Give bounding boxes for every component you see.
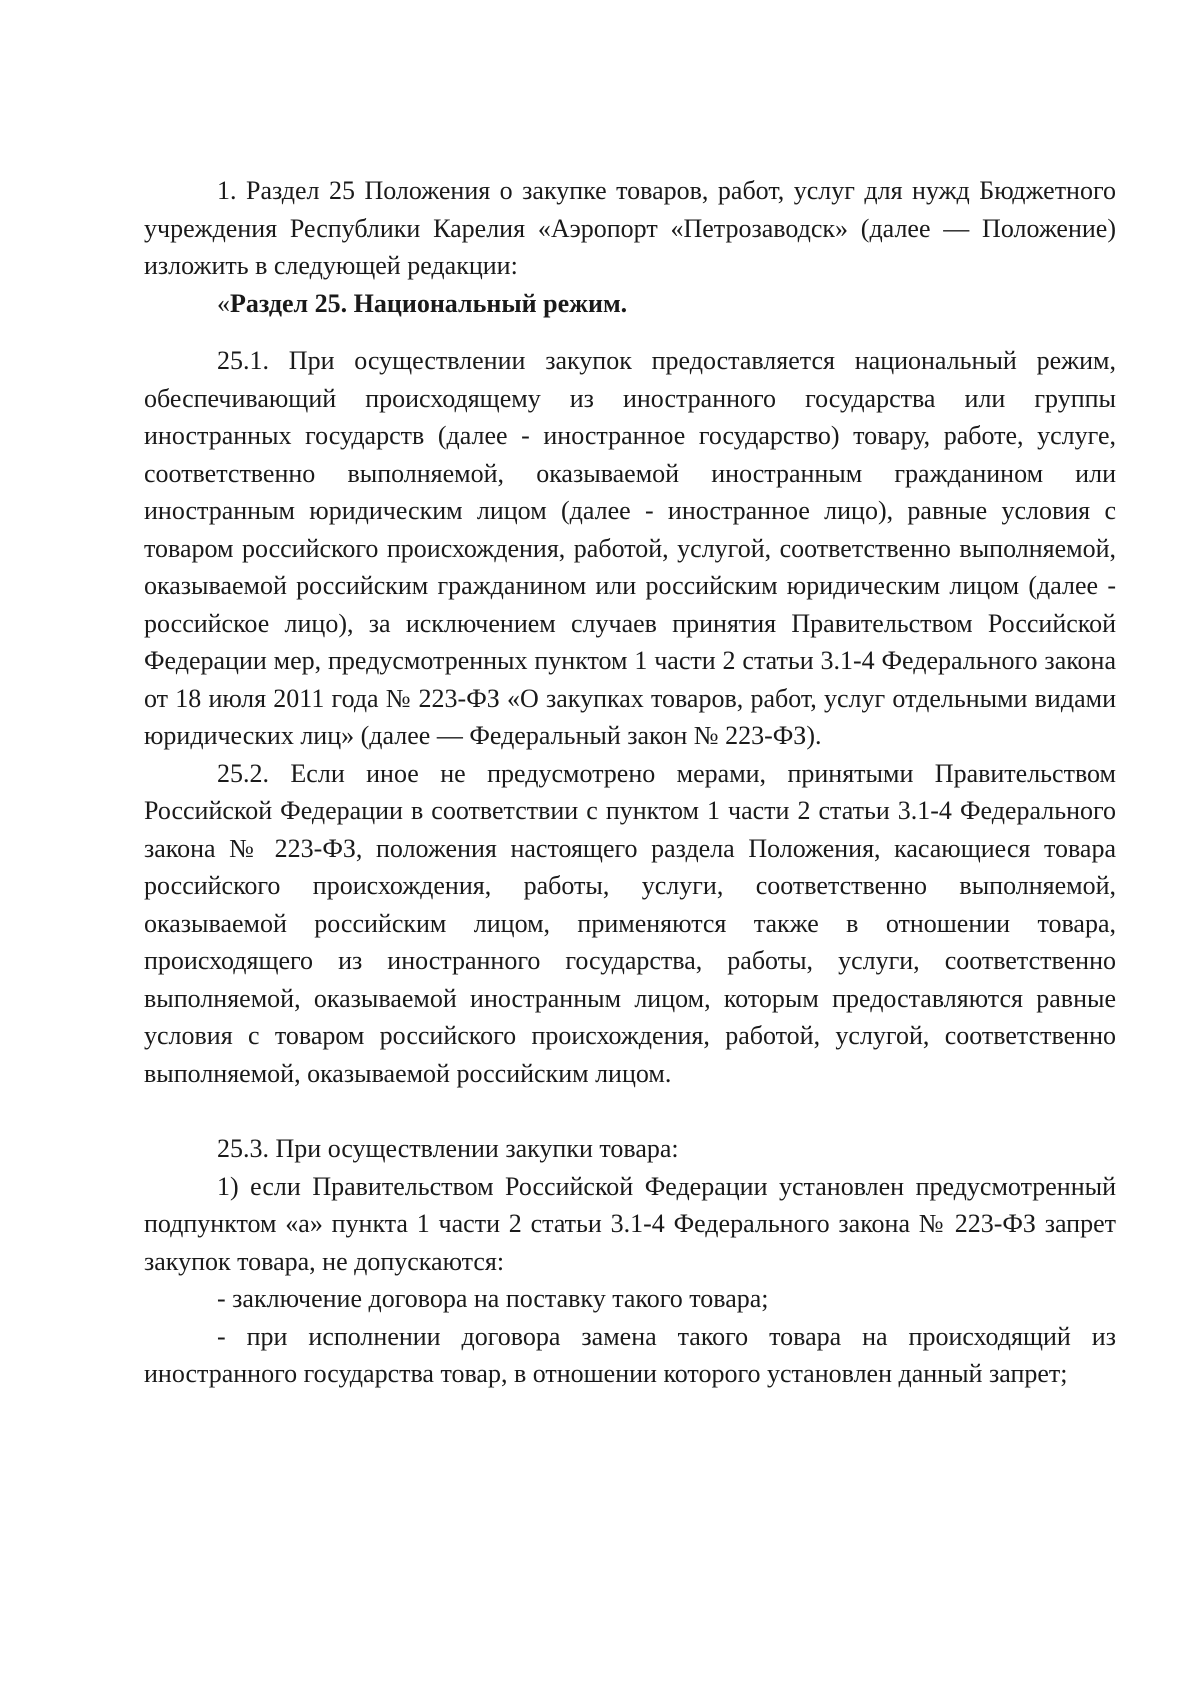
intro-paragraph: 1. Раздел 25 Положения о закупке товаров, работ, услуг для нужд Бюджетного учреждения Республики Карелия «Аэропорт «Петрозаводск» (далее — Положение) изложить в следующей редакции: (144, 176, 1116, 280)
heading-quote-mark: « (217, 288, 230, 318)
clause-25-3-item-1: 1) если Правительством Российской Федерации установлен предусмотренный подпунктом «а» пункта 1 части 2 статьи 3.1-4 Федерального закона № 223-ФЗ запрет закупок товара, не допускаются: (144, 1171, 1116, 1276)
bullet-item: - при исполнении договора замена такого товара на происходящий из иностранного государства товар, в отношении которого установлен данный запрет; (144, 1321, 1116, 1388)
section-heading-text: Раздел 25. Национальный режим. (230, 288, 628, 318)
clause-25-3: 25.3. При осуществлении закупки товара: (217, 1134, 679, 1163)
clause-25-1: 25.1. При осуществлении закупок предоставляется национальный режим, обеспечивающий происходящему из иностранного государства или группы иностранных государств (далее - иностранное государство) товару, работе, услуге, соответственно выполняемой, оказываемой иностранным гражданином или иностранным юридическим лицом (далее - иностранное лицо), равные условия с товаром российского происхождения, работой, услугой, соответственно выполняемой, оказываемой российским гражданином или российским юридическим лицом (далее - российское лицо), за исключением случаев принятия Правительством Российской Федерации мер, предусмотренных пунктом 1 части 2 статьи 3.1-4 Федерального закона от 18 июля 2011 года № 223-ФЗ «О закупках товаров, работ, услуг отдельными видами юридических лиц» (далее — Федеральный закон № 223-ФЗ). (144, 346, 1116, 750)
document-page (144, 172, 1116, 1393)
section-heading (144, 285, 1116, 323)
bullet-item: - заключение договора на поставку такого товара; (217, 1284, 769, 1313)
clause-25-2: 25.2. Если иное не предусмотрено мерами, принятыми Правительством Российской Федерации в соответствии с пунктом 1 части 2 статьи 3.1-4 Федерального закона № 223-ФЗ, положения настоящего раздела Положения, касающиеся товара российского происхождения, работы, услуги, соответственно выполняемой, оказываемой российским лицом, применяются также в отношении товара, происходящего из иностранного государства, работы, услуги, соответственно выполняемой, оказываемой иностранным лицом, которым предоставляются равные условия с товаром российского происхождения, работой, услугой, соответственно выполняемой, оказываемой российским лицом. (144, 758, 1116, 1088)
